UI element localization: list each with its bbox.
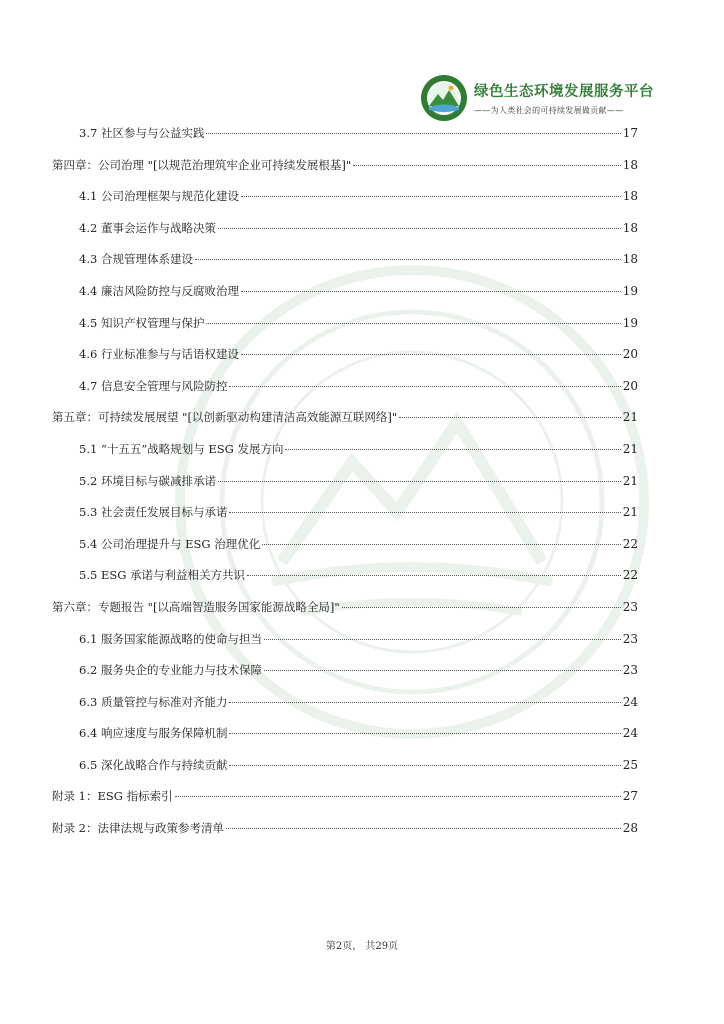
toc-entry-page: 19 [622, 315, 638, 330]
toc-section-entry[interactable] [52, 378, 638, 410]
toc-entry-page: 20 [622, 378, 638, 393]
toc-section-entry[interactable] [52, 567, 638, 599]
toc-leader-dots [229, 512, 620, 513]
toc-leader-dots [399, 417, 621, 418]
toc-entry-title: 6.1 服务国家能源战略的使命与担当 [79, 631, 262, 646]
toc-section-entry[interactable] [52, 188, 638, 220]
page-number-footer: 第2页， 共29页 [325, 941, 399, 952]
toc-leader-dots [353, 165, 621, 166]
toc-section-entry[interactable] [52, 725, 638, 757]
toc-chapter-entry[interactable] [52, 788, 638, 820]
toc-section-entry[interactable] [52, 536, 638, 568]
toc-entry-page: 23 [622, 599, 638, 614]
toc-entry-page: 18 [622, 220, 638, 235]
toc-section-entry[interactable] [52, 631, 638, 663]
toc-entry-title: 第五章：可持续发展展望 "[以创新驱动构建清洁高效能源互联网络]" [52, 410, 398, 425]
toc-section-entry[interactable] [52, 251, 638, 283]
toc-entry-title: 6.2 服务央企的专业能力与技术保障 [79, 663, 262, 678]
toc-leader-dots [175, 796, 621, 797]
toc-entry-title: 第四章：公司治理 "[以规范治理筑牢企业可持续发展根基]" [52, 157, 352, 172]
toc-entry-title: 4.3 合规管理体系建设 [79, 252, 193, 267]
toc-leader-dots [229, 702, 620, 703]
toc-entry-page: 28 [622, 821, 638, 836]
toc-section-entry[interactable] [52, 125, 638, 157]
toc-leader-dots [285, 449, 620, 450]
brand-title: 绿色生态环境发展服务平台 [474, 84, 654, 100]
toc-entry-title: 4.1 公司治理框架与规范化建设 [79, 189, 239, 204]
toc-chapter-entry[interactable] [52, 599, 638, 631]
toc-entry-title: 附录 1：ESG 指标索引 [52, 789, 173, 804]
toc-entry-page: 18 [622, 189, 638, 204]
toc-entry-title: 4.5 知识产权管理与保护 [79, 315, 205, 330]
toc-entry-page: 23 [622, 663, 638, 678]
toc-entry-page: 21 [622, 505, 638, 520]
toc-entry-page: 21 [622, 410, 638, 425]
toc-leader-dots [226, 828, 621, 829]
toc-leader-dots [229, 765, 620, 766]
toc-section-entry[interactable] [52, 694, 638, 726]
toc-entry-page: 22 [622, 568, 638, 583]
toc-leader-dots [241, 354, 621, 355]
toc-leader-dots [218, 481, 621, 482]
toc-entry-page: 22 [622, 536, 638, 551]
toc-entry-title: 6.5 深化战略合作与持续贡献 [79, 757, 228, 772]
toc-leader-dots [264, 639, 621, 640]
toc-entry-page: 25 [622, 757, 638, 772]
toc-entry-title: 6.3 质量管控与标准对齐能力 [79, 694, 228, 709]
toc-section-entry[interactable] [52, 757, 638, 789]
toc-entry-title: 5.5 ESG 承诺与利益相关方共识 [79, 568, 246, 583]
toc-section-entry[interactable] [52, 346, 638, 378]
table-of-contents [52, 125, 638, 852]
toc-entry-page: 21 [622, 441, 638, 456]
toc-entry-title: 5.3 社会责任发展目标与承诺 [79, 505, 228, 520]
toc-leader-dots [218, 228, 621, 229]
toc-section-entry[interactable] [52, 315, 638, 347]
toc-entry-page: 21 [622, 473, 638, 488]
brand-slogan: ——为人类社会的可持续发展做贡献—— [474, 106, 624, 115]
toc-entry-page: 24 [622, 726, 638, 741]
toc-leader-dots [206, 323, 620, 324]
toc-leader-dots [262, 544, 621, 545]
toc-section-entry[interactable] [52, 473, 638, 505]
toc-entry-title: 6.4 响应速度与服务保障机制 [79, 726, 228, 741]
toc-entry-title: 4.6 行业标准参与与话语权建设 [79, 347, 239, 362]
toc-leader-dots [229, 386, 620, 387]
toc-section-entry[interactable] [52, 220, 638, 252]
toc-entry-title: 第六章：专题报告 "[以高端智造服务国家能源战略全局]" [52, 599, 340, 614]
toc-chapter-entry[interactable] [52, 157, 638, 189]
toc-entry-page: 18 [622, 252, 638, 267]
toc-entry-title: 5.4 公司治理提升与 ESG 治理优化 [79, 536, 261, 551]
toc-entry-page: 18 [622, 157, 638, 172]
page-header [420, 74, 654, 122]
toc-leader-dots [247, 575, 621, 576]
toc-chapter-entry[interactable] [52, 820, 638, 852]
toc-section-entry[interactable] [52, 283, 638, 315]
toc-section-entry[interactable] [52, 441, 638, 473]
toc-leader-dots [264, 670, 621, 671]
toc-entry-title: 5.2 环境目标与碳减排承诺 [79, 473, 216, 488]
toc-leader-dots [206, 133, 620, 134]
toc-entry-title: 4.2 董事会运作与战略决策 [79, 220, 216, 235]
toc-entry-page: 24 [622, 694, 638, 709]
toc-entry-page: 20 [622, 347, 638, 362]
toc-entry-title: 附录 2：法律法规与政策参考清单 [52, 821, 224, 836]
toc-entry-title: 5.1 “十五五”战略规划与 ESG 发展方向 [79, 441, 284, 456]
toc-entry-page: 19 [622, 283, 638, 298]
toc-chapter-entry[interactable] [52, 409, 638, 441]
toc-leader-dots [195, 259, 621, 260]
toc-leader-dots [241, 196, 621, 197]
toc-entry-page: 17 [622, 126, 638, 140]
toc-leader-dots [342, 607, 621, 608]
toc-entry-page: 23 [622, 631, 638, 646]
toc-entry-title: 3.7 社区参与与公益实践 [79, 126, 205, 140]
toc-section-entry[interactable] [52, 504, 638, 536]
toc-leader-dots [241, 291, 621, 292]
toc-leader-dots [229, 733, 620, 734]
toc-section-entry[interactable] [52, 662, 638, 694]
green-eco-platform-logo-icon [420, 74, 468, 122]
toc-entry-page: 27 [622, 789, 638, 804]
toc-entry-title: 4.7 信息安全管理与风险防控 [79, 378, 228, 393]
toc-entry-title: 4.4 廉洁风险防控与反腐败治理 [79, 283, 239, 298]
